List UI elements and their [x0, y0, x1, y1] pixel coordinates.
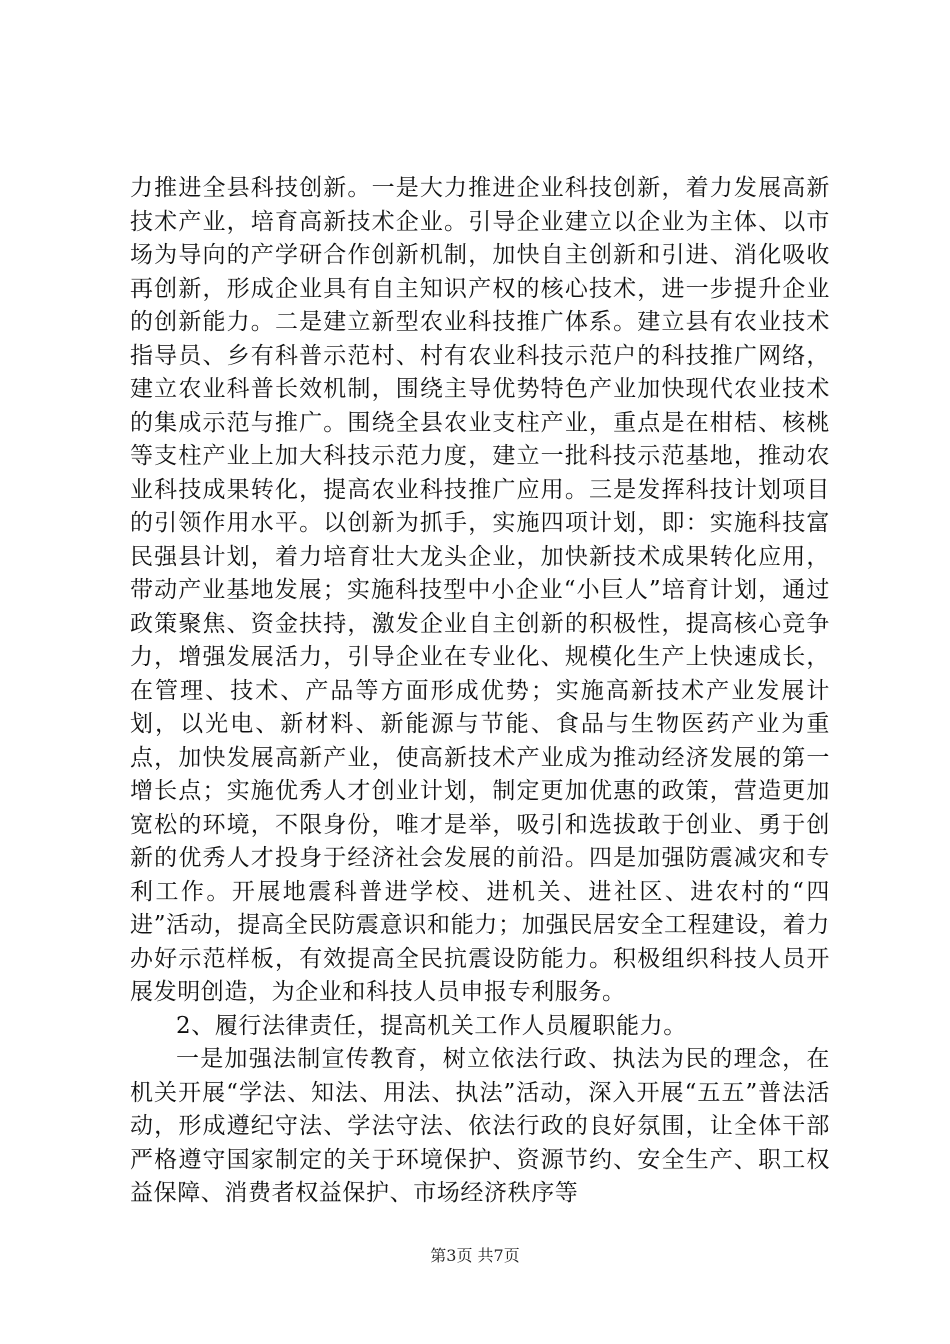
body-text [130, 172, 830, 1211]
paragraph-3: 一是加强法制宣传教育，树立依法行政、执法为民的理念，在机关开展“学法、知法、用法、执法”活动，深入开展“五五”普法活动，形成遵纪守法、学法守法、依法行政的良好氛围，让全体干部严格遵守国家制定的关于环境保护、资源节约、安全生产、职工权益保障、消费者权益保护、市场经济秩序等 [130, 1046, 830, 1206]
paragraph-2-heading: 2、履行法律责任，提高机关工作人员履职能力。 [176, 1012, 687, 1039]
page-footer: 第3页 共7页 [430, 1246, 520, 1265]
paragraph-1: 力推进全县科技创新。一是大力推进企业科技创新，着力发展高新技术产业，培育高新技术企业。引导企业建立以企业为主体、以市场为导向的产学研合作创新机制，加快自主创新和引进、消化吸收再创新，形成企业具有自主知识产权的核心技术，进一步提升企业的创新能力。二是建立新型农业科技推广体系。建立县有农业技术指导员、乡有科普示范村、村有农业科技示范户的科技推广网络，建立农业科普长效机制，围绕主导优势特色产业加快现代农业技术的集成示范与推广。围绕全县农业支柱产业，重点是在柑桔、核桃等支柱产业上加大科技示范力度，建立一批科技示范基地，推动农业科技成果转化，提高农业科技推广应用。三是发挥科技计划项目的引领作用水平。以创新为抓手，实施四项计划，即：实施科技富民强县计划，着力培育壮大龙头企业，加快新技术成果转化应用，带动产业基地发展；实施科技型中小企业“小巨人”培育计划，通过政策聚焦、资金扶持，激发企业自主创新的积极性，提高核心竞争力，增强发展活力，引导企业在专业化、规模化生产上快速成长，在管理、技术、产品等方面形成优势；实施高新技术产业发展计划，以光电、新材料、新能源与节能、食品与生物医药产业为重点，加快发展高新产业，使高新技术产业成为推动经济发展的第一增长点；实施优秀人才创业计划，制定更加优惠的政策，营造更加宽松的环境，不限身份，唯才是举，吸引和选拔敢于创业、勇于创新的优秀人才投身于经济社会发展的前沿。四是加强防震减灾和专利工作。开展地震科普进学校、进机关、进社区、进农村的“四进”活动，提高全民防震意识和能力；加强民居安全工程建设，着力办好示范样板，有效提高全民抗震设防能力。积极组织科技人员开展发明创造，为企业和科技人员申报专利服务。 [130, 175, 830, 1005]
